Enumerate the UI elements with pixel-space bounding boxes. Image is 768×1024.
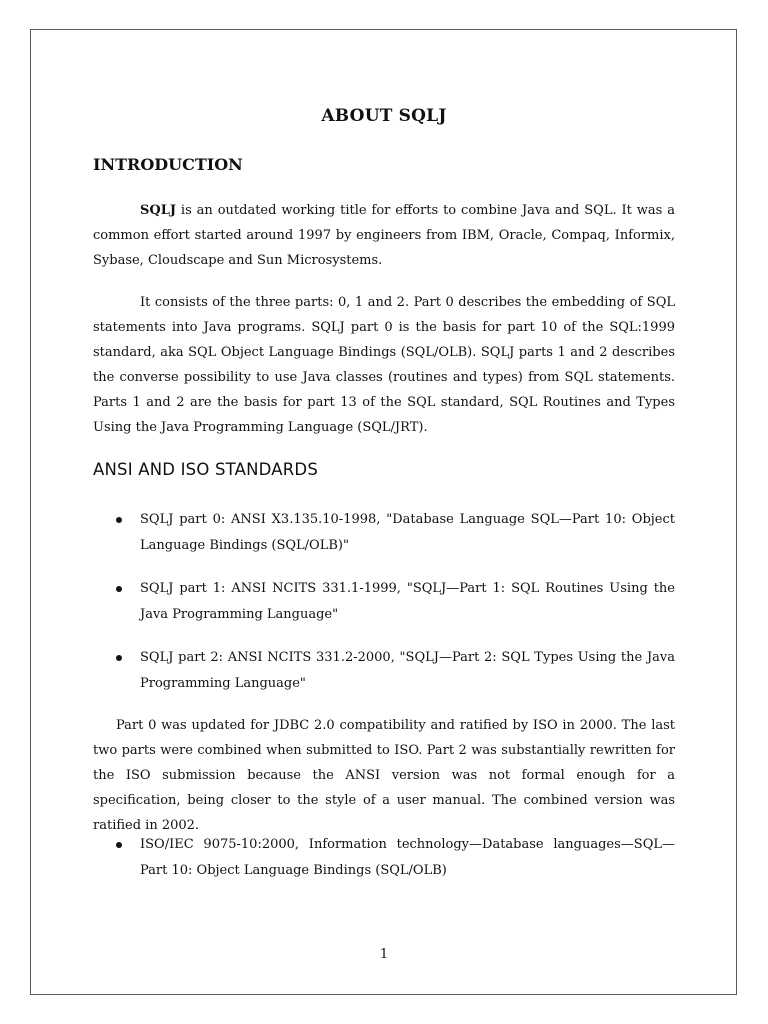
bullet-item-part0: SQLJ part 0: ANSI X3.135.10-1998, "Database Language SQL—Part 10: Object Language Bindings (SQL/OLB)": [140, 512, 675, 553]
intro-paragraph-2: It consists of the three parts: 0, 1 and 2. Part 0 describes the embedding of SQL statements into Java programs. SQLJ part 0 is the basis for part 10 of the SQL:1999 standard, aka SQL Object Language Bindings (SQL/OLB). SQLJ parts 1 and 2 describes the converse possibility to use Java classes (routines and types) from SQL statements. Parts 1 and 2 are the basis for part 13 of the SQL standard, SQL Routines and Types Using the Java Programming Language (SQL/JRT).: [93, 295, 675, 435]
page-number: 1: [379, 947, 389, 962]
bullet-dot: [116, 655, 122, 661]
bullet-item-part1: SQLJ part 1: ANSI NCITS 331.1-1999, "SQLJ—Part 1: SQL Routines Using the Java Programming Language": [140, 581, 675, 622]
bullet-dot: [116, 842, 122, 848]
bullet-dot: [116, 586, 122, 592]
bullet-item-iso: ISO/IEC 9075-10:2000, Information technology—Database languages—SQL—Part 10: Object Language Bindings (SQL/OLB): [140, 837, 675, 878]
document-title: ABOUT SQLJ: [321, 106, 447, 126]
intro-paragraph-1-text: is an outdated working title for efforts to combine Java and SQL. It was a common effort started around 1997 by engineers from IBM, Oracle, Compaq, Informix, Sybase, Cloudscape and Sun Microsystems.: [93, 203, 675, 268]
bullet-dot: [116, 517, 122, 523]
sqlj-term: SQLJ: [140, 203, 177, 218]
heading-introduction: INTRODUCTION: [93, 155, 243, 174]
bullet-item-part2: SQLJ part 2: ANSI NCITS 331.2-2000, "SQLJ—Part 2: SQL Types Using the Java Programming Language": [140, 650, 675, 691]
heading-ansi-iso: ANSI AND ISO STANDARDS: [93, 460, 319, 479]
ansi-paragraph: Part 0 was updated for JDBC 2.0 compatibility and ratified by ISO in 2000. The last two parts were combined when submitted to ISO. Part 2 was substantially rewritten for the ISO submission because the ANSI version was not formal enough for a specification, being closer to the style of a user manual. The combined version was ratified in 2002.: [93, 718, 675, 833]
intro-paragraph-1: [93, 198, 675, 273]
